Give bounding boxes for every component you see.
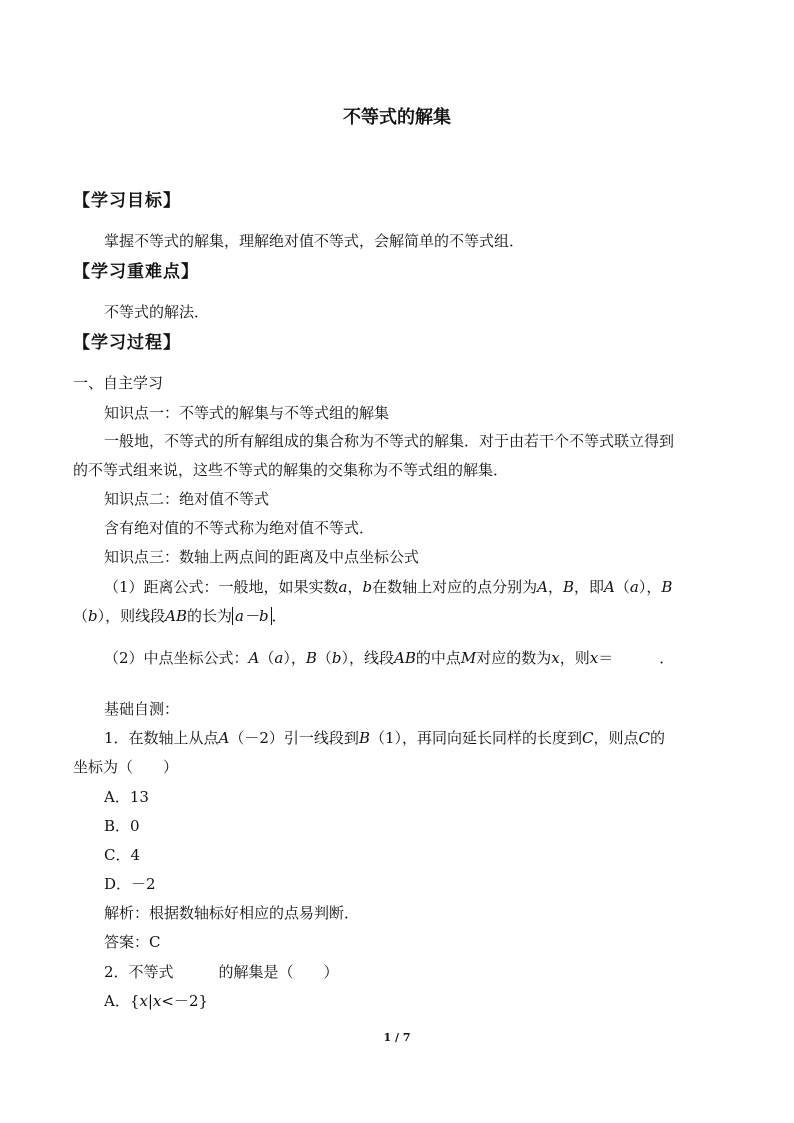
q1-stem-line1: 1．在数轴上从点A（－2）引一线段到B（1），再同向延长同样的长度到C，则点C的 [104, 729, 666, 747]
distance-formula-line1: （1）距离公式：一般地，如果实数a，b在数轴上对应的点分别为A，B，即A（a），B [104, 578, 673, 596]
kp1-line1: 一般地，不等式的所有解组成的集合称为不等式的解集．对于由若干个不等式联立得到 [104, 432, 675, 450]
q1-answer: 答案：C [104, 933, 161, 951]
q1-option-a: A．13 [104, 788, 149, 806]
goal-header: 【学习目标】 [73, 191, 181, 211]
distance-formula-line2: （b），则线段AB的长为 a－b ． [73, 607, 287, 625]
q2-option-a: A．{x|x<－2} [104, 992, 209, 1010]
selftest-heading: 基础自测： [104, 700, 180, 718]
process-header: 【学习过程】 [73, 333, 181, 353]
kp2-text: 含有绝对值的不等式称为绝对值不等式． [104, 519, 375, 537]
kp3-title: 知识点三：数轴上两点间的距离及中点坐标公式 [104, 548, 420, 566]
kp1-line2: 的不等式组来说，这些不等式的解集的交集称为不等式组的解集． [73, 461, 509, 479]
q1-option-c: C．4 [104, 846, 141, 864]
goal-text: 掌握不等式的解集，理解绝对值不等式，会解简单的不等式组． [104, 232, 525, 250]
q1-analysis: 解析：根据数轴标好相应的点易判断． [104, 904, 360, 922]
key-header: 【学习重难点】 [73, 262, 199, 282]
kp2-title: 知识点二：绝对值不等式 [104, 490, 270, 508]
q1-stem-line2: 坐标为（ ） [73, 758, 179, 776]
page-title: 不等式的解集 [343, 107, 451, 128]
kp1-title: 知识点一：不等式的解集与不等式组的解集 [104, 404, 390, 422]
q2-stem: 2．不等式 的解集是（ ） [104, 963, 339, 981]
q1-option-d: D．－2 [104, 875, 156, 893]
key-text: 不等式的解法． [104, 303, 210, 321]
page-number: 1 / 7 [383, 1031, 411, 1044]
part1-heading: 一、自主学习 [73, 374, 164, 392]
q1-option-b: B．0 [104, 817, 140, 835]
midpoint-formula: （2）中点坐标公式：A（a），B（b），线段AB的中点M对应的数为x，则x＝ ． [104, 649, 675, 667]
abs-a-minus-b: a－b [232, 607, 272, 625]
